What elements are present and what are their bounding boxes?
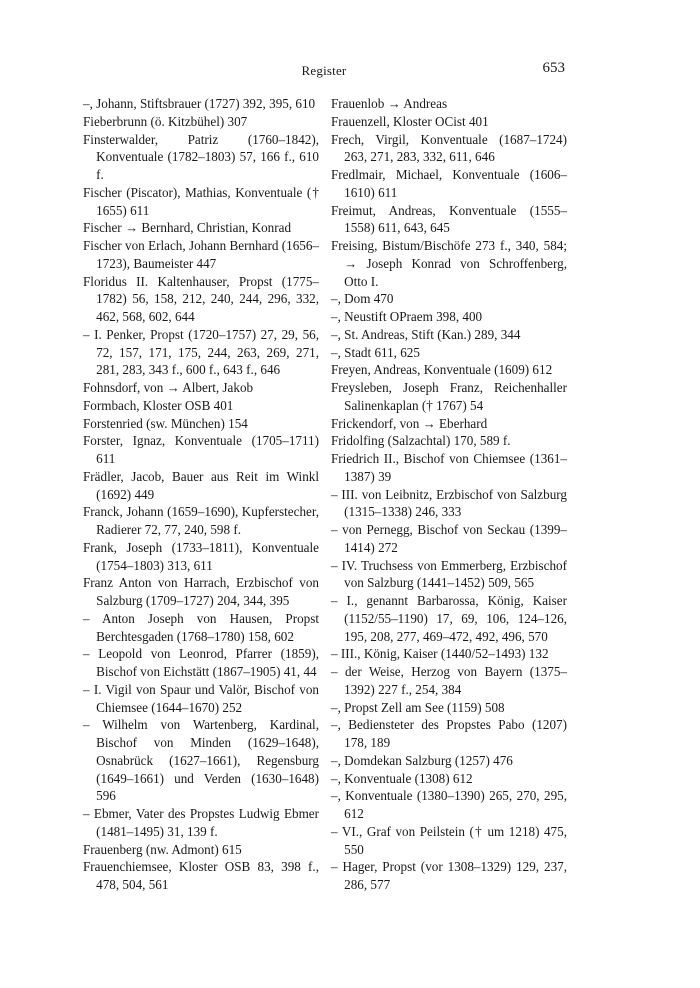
index-entry: – III. von Leibnitz, Erzbischof von Salzburg (1315–1338) 246, 333 bbox=[331, 486, 567, 520]
index-entry: Frickendorf, von → Eberhard bbox=[331, 415, 488, 431]
index-entry: – IV. Truchsess von Emmerberg, Erzbischof von Salzburg (1441–1452) 509, 565 bbox=[331, 557, 567, 591]
index-entry: Fischer → Bernhard, Christian, Konrad bbox=[83, 220, 292, 236]
page-header bbox=[83, 60, 565, 84]
index-entry: Fohnsdorf, von → Albert, Jakob bbox=[83, 380, 254, 395]
index-entry: – Wilhelm von Wartenberg, Kardinal, Bischof von Minden (1629–1648), Osnabrück (1627–1661), Regensburg (1649–1661) und Verden (1630–1648) 596 bbox=[83, 717, 319, 804]
page-number: 653 bbox=[542, 60, 565, 76]
index-entry: Frauenberg (nw. Admont) 615 bbox=[83, 841, 242, 857]
index-entry: – I. Vigil von Spaur und Valör, Bischof von Chiemsee (1644–1670) 252 bbox=[83, 681, 319, 715]
index-entry: –, Propst Zell am See (1159) 508 bbox=[331, 699, 505, 715]
index-entry: Friedrich II., Bischof von Chiemsee (1361–1387) 39 bbox=[331, 451, 567, 484]
index-entry: Formbach, Kloster OSB 401 bbox=[83, 397, 234, 413]
index-column-left bbox=[83, 95, 319, 894]
index-entry: – I., genannt Barbarossa, König, Kaiser (1152/55–1190) 17, 69, 106, 124–126, 195, 208, 277, 469–472, 492, 496, 570 bbox=[331, 593, 567, 644]
index-entry: Frech, Virgil, Konventuale (1687–1724) 263, 271, 283, 332, 611, 646 bbox=[331, 131, 567, 165]
index-entry: Floridus II. Kaltenhauser, Propst (1775–1782) 56, 158, 212, 240, 244, 296, 332, 462, 568, 602, 644 bbox=[83, 273, 319, 324]
index-entry: – I. Penker, Propst (1720–1757) 27, 29, 56, 72, 157, 171, 175, 244, 263, 269, 271, 281, 283, 343 f., 600 f., 643 f., 646 bbox=[83, 326, 319, 378]
index-entry: Freyen, Andreas, Konventuale (1609) 612 bbox=[331, 362, 553, 378]
index-entry: –, Neustift OPraem 398, 400 bbox=[331, 309, 483, 324]
index-entry: Frauenlob → Andreas bbox=[331, 96, 448, 111]
index-entry: Finsterwalder, Patriz (1760–1842), Konventuale (1782–1803) 57, 166 f., 610 f. bbox=[83, 131, 319, 182]
index-entry: –, Dom 470 bbox=[331, 291, 394, 307]
index-entry: Freimut, Andreas, Konventuale (1555–1558) 611, 643, 645 bbox=[331, 202, 567, 236]
index-entry: –, Stadt 611, 625 bbox=[331, 344, 420, 360]
index-entry: Fischer (Piscator), Mathias, Konventuale († 1655) 611 bbox=[83, 184, 319, 218]
index-entry: Fridolfing (Salzachtal) 170, 589 f. bbox=[331, 433, 511, 449]
index-entry: Forstenried (sw. München) 154 bbox=[83, 415, 248, 431]
index-entry: Franz Anton von Harrach, Erzbischof von Salzburg (1709–1727) 204, 344, 395 bbox=[83, 575, 319, 608]
index-entry: – Ebmer, Vater des Propstes Ludwig Ebmer (1481–1495) 31, 139 f. bbox=[83, 806, 319, 839]
index-column-right bbox=[331, 95, 567, 894]
index-entry: – VI., Graf von Peilstein († um 1218) 475, 550 bbox=[331, 823, 567, 857]
index-entry: –, St. Andreas, Stift (Kan.) 289, 344 bbox=[331, 326, 521, 342]
index-entry: –, Konventuale (1308) 612 bbox=[331, 770, 473, 786]
index-entry: Frauenchiemsee, Kloster OSB 83, 398 f., 478, 504, 561 bbox=[83, 859, 319, 892]
index-entry: –, Domdekan Salzburg (1257) 476 bbox=[331, 752, 513, 768]
index-entry: Forster, Ignaz, Konventuale (1705–1711) 611 bbox=[83, 433, 319, 466]
index-entry: Frank, Joseph (1733–1811), Konventuale (1754–1803) 313, 611 bbox=[83, 539, 319, 573]
index-entry: –, Konventuale (1380–1390) 265, 270, 295, 612 bbox=[331, 788, 567, 821]
index-entry: – von Pernegg, Bischof von Seckau (1399–1414) 272 bbox=[331, 522, 567, 555]
index-entry: Freising, Bistum/Bischöfe 273 f., 340, 584; → Joseph Konrad von Schroffenberg, Otto I. bbox=[331, 238, 567, 289]
index-entry: Frädler, Jacob, Bauer aus Reit im Winkl (1692) 449 bbox=[83, 468, 319, 502]
index-entry: Frauenzell, Kloster OCist 401 bbox=[331, 113, 489, 129]
index-entry: Fredlmair, Michael, Konventuale (1606–1610) 611 bbox=[331, 167, 567, 200]
running-title: Register bbox=[301, 63, 347, 78]
index-entry: Franck, Johann (1659–1690), Kupferstecher, Radierer 72, 77, 240, 598 f. bbox=[83, 504, 319, 537]
index-entry: – III., König, Kaiser (1440/52–1493) 132 bbox=[331, 646, 549, 662]
index-entry: – der Weise, Herzog von Bayern (1375–1392) 227 f., 254, 384 bbox=[331, 664, 567, 697]
index-entry: –, Johann, Stiftsbrauer (1727) 392, 395, 610 bbox=[83, 96, 316, 111]
index-entry: – Hager, Propst (vor 1308–1329) 129, 237, 286, 577 bbox=[331, 859, 567, 892]
index-entry: – Leopold von Leonrod, Pfarrer (1859), Bischof von Eichstätt (1867–1905) 41, 44 bbox=[83, 646, 319, 679]
index-entry: –, Bediensteter des Propstes Pabo (1207) 178, 189 bbox=[331, 717, 567, 750]
index-entry: Freysleben, Joseph Franz, Reichenhaller Salinenkaplan († 1767) 54 bbox=[331, 380, 567, 413]
index-entry: Fieberbrunn (ö. Kitzbühel) 307 bbox=[83, 113, 248, 129]
index-entry: – Anton Joseph von Hausen, Propst Berchtesgaden (1768–1780) 158, 602 bbox=[83, 610, 319, 644]
index-entry: Fischer von Erlach, Johann Bernhard (1656–1723), Baumeister 447 bbox=[83, 238, 319, 271]
